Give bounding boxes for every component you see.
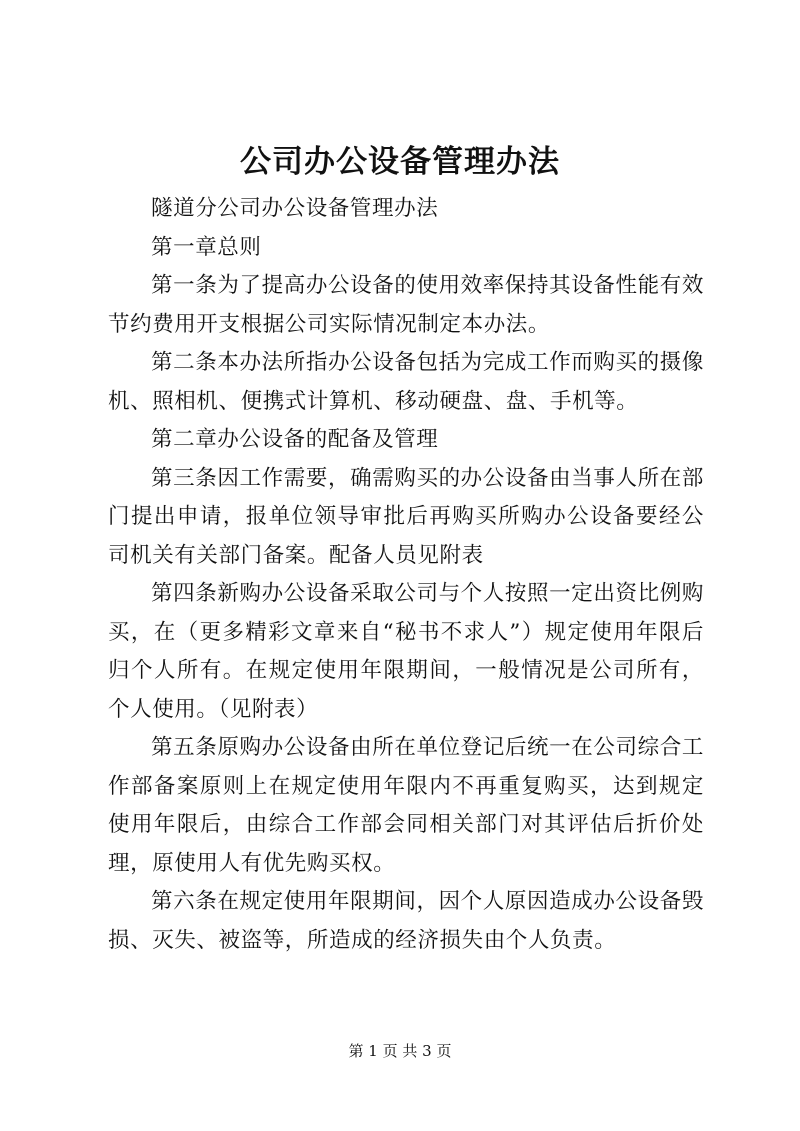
paragraph-chapter-2-heading: 第二章办公设备的配备及管理 <box>151 427 439 452</box>
paragraph-subtitle: 隧道分公司办公设备管理办法 <box>151 196 439 221</box>
paragraph-chapter-1-heading: 第一章总则 <box>151 234 262 260</box>
paragraph-article-1: 第一条为了提高办公设备的使用效率保持其设备性能有效节约费用开支根据公司实际情况制定本办法。 <box>108 273 704 337</box>
document-body <box>108 190 704 960</box>
paragraph-article-3: 第三条因工作需要，确需购买的办公设备由当事人所在部门提出申请，报单位领导审批后再购买所购办公设备要经公司机关有关部门备案。配备人员见附表 <box>108 465 704 568</box>
paragraph-article-2: 第二条本办法所指办公设备包括为完成工作而购买的摄像机、照相机、便携式计算机、移动硬盘、盘、手机等。 <box>108 350 704 414</box>
paragraph-article-4: 第四条新购办公设备采取公司与个人按照一定出资比例购买，在（更多精彩文章来自“秘书不求人”）规定使用年限后归个人所有。在规定使用年限期间，一般情况是公司所有，个人使用。（见附表） <box>108 581 704 722</box>
page-number-footer: 第 1 页 共 3 页 <box>348 1042 452 1060</box>
paragraph-article-5: 第五条原购办公设备由所在单位登记后统一在公司综合工作部备案原则上在规定使用年限内不再重复购买，达到规定使用年限后，由综合工作部会同相关部门对其评估后折价处理，原使用人有优先购买权。 <box>108 735 704 876</box>
paragraph-article-6: 第六条在规定使用年限期间，因个人原因造成办公设备毁损、灭失、被盗等，所造成的经济损失由个人负责。 <box>108 889 704 953</box>
document-title: 公司办公设备管理办法 <box>240 144 560 180</box>
